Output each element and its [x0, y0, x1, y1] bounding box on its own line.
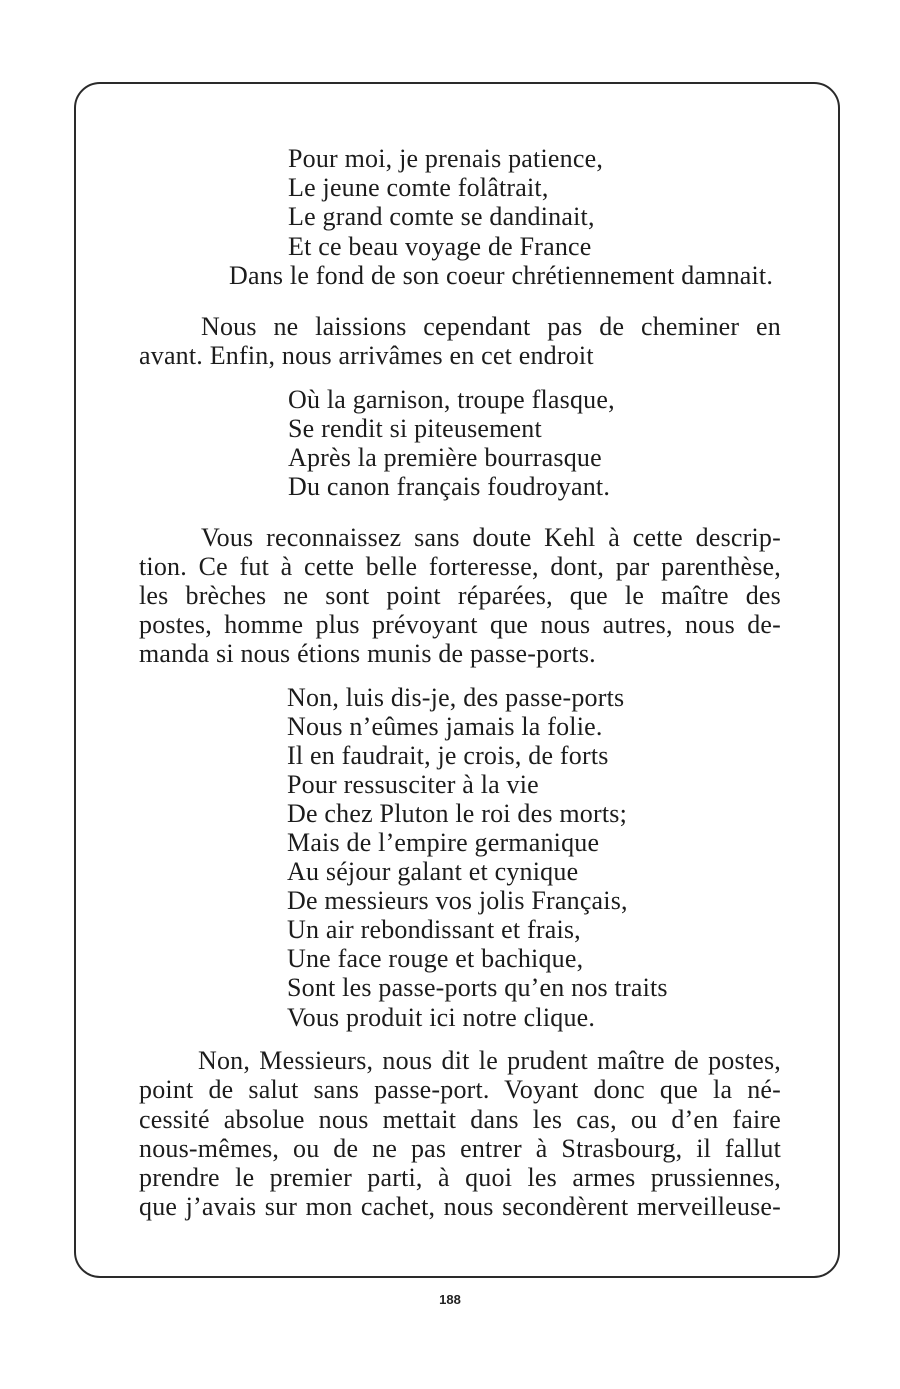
prose-line: nous-mêmes, ou de ne pas entrer à Strasbourg, il fallut [139, 1134, 781, 1163]
verse-line: Sont les passe-ports qu’en nos traits [287, 973, 668, 1002]
page-number: 188 [439, 1292, 461, 1307]
verse-line: De chez Pluton le roi des morts; [287, 799, 627, 828]
verse-line: Le grand comte se dandinait, [288, 202, 595, 231]
prose-line: point de salut sans passe-port. Voyant donc que la né- [139, 1075, 781, 1104]
verse-line: Une face rouge et bachique, [287, 944, 584, 973]
verse-line: Dans le fond de son coeur chrétiennement damnait. [229, 261, 774, 290]
verse-line: Le jeune comte folâtrait, [288, 173, 549, 202]
prose-line: postes, homme plus prévoyant que nous autres, nous de- [139, 610, 781, 639]
prose-line: tion. Ce fut à cette belle forteresse, dont, par parenthèse, [139, 552, 781, 581]
verse-line: Du canon français foudroyant. [288, 472, 611, 501]
prose-line: cessité absolue nous mettait dans les cas, ou d’en faire [139, 1105, 781, 1134]
verse-line: Après la première bourrasque [288, 443, 602, 472]
verse-line: Où la garnison, troupe flasque, [288, 385, 615, 414]
prose-line: que j’avais sur mon cachet, nous secondèrent merveilleuse- [139, 1192, 781, 1221]
verse-line: De messieurs vos jolis Français, [287, 886, 628, 915]
prose-line: manda si nous étions munis de passe-ports. [139, 639, 596, 668]
verse-line: Et ce beau voyage de France [288, 232, 592, 261]
verse-line: Mais de l’empire germanique [287, 828, 600, 857]
verse-line: Un air rebondissant et frais, [287, 915, 581, 944]
verse-line: Il en faudrait, je crois, de forts [287, 741, 609, 770]
prose-line: Vous reconnaissez sans doute Kehl à cette descrip- [201, 523, 781, 552]
verse-line: Pour ressusciter à la vie [287, 770, 539, 799]
prose-line: Nous ne laissions cependant pas de cheminer en [201, 312, 781, 341]
verse-line: Au séjour galant et cynique [287, 857, 579, 886]
prose-line: avant. Enfin, nous arrivâmes en cet endroit [139, 341, 594, 370]
verse-line: Pour moi, je prenais patience, [288, 144, 604, 173]
prose-line: les brèches ne sont point réparées, que le maître des [139, 581, 781, 610]
verse-line: Nous n’eûmes jamais la folie. [287, 712, 603, 741]
verse-line: Non, luis dis-je, des passe-ports [287, 683, 625, 712]
prose-line: prendre le premier parti, à quoi les armes prussiennes, [139, 1163, 781, 1192]
verse-line: Se rendit si piteusement [288, 414, 542, 443]
prose-line: Non, Messieurs, nous dit le prudent maître de postes, [198, 1046, 781, 1075]
verse-line: Vous produit ici notre clique. [287, 1003, 596, 1032]
